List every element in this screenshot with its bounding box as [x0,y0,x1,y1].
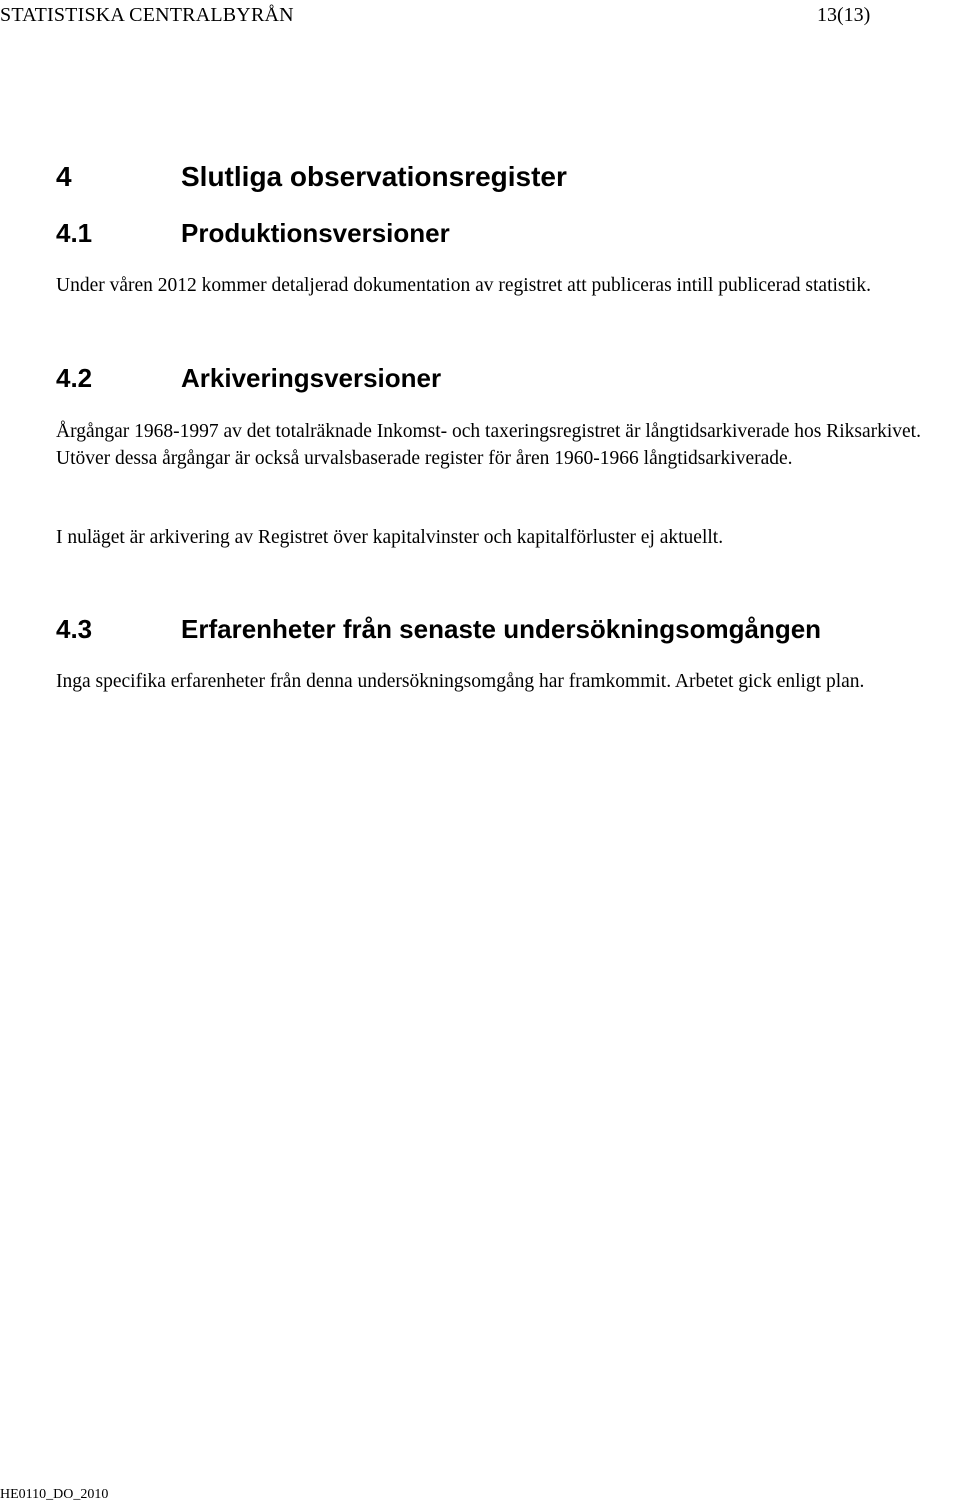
section-title: Erfarenheter från senaste undersökningsomgången [181,614,822,644]
section-title: Produktionsversioner [181,218,450,248]
paragraph-archive-status: I nuläget är arkivering av Registret över kapitalvinster och kapitalförluster ej aktuellt. [56,527,724,548]
paragraph-archive-versions: Årgångar 1968-1997 av det totalräknade Inkomst- och taxeringsregistret är långtidsarkiverade hos Riksarkivet. Utöver dessa årgångar är också urvalsbaserade register för åren 1960-1966 långtidsarkiverade. [56,421,921,469]
section-number: 4.3 [56,614,93,644]
document-code: HE0110_DO_2010 [0,1487,109,1502]
header-organization: STATISTISKA CENTRALBYRÅN [0,4,294,26]
section-title: Arkiveringsversioner [181,363,442,393]
paragraph-experiences: Inga specifika erfarenheter från denna undersökningsomgång har framkommit. Arbetet gick enligt plan. [56,671,865,692]
paragraph-production-versions: Under våren 2012 kommer detaljerad dokumentation av registret att publiceras intill publicerad statistik. [56,275,871,296]
section-title: Slutliga observationsregister [181,161,567,192]
page-number: 13(13) [817,4,871,26]
section-number: 4 [56,161,72,192]
section-number: 4.1 [56,218,93,248]
section-number: 4.2 [56,363,93,393]
